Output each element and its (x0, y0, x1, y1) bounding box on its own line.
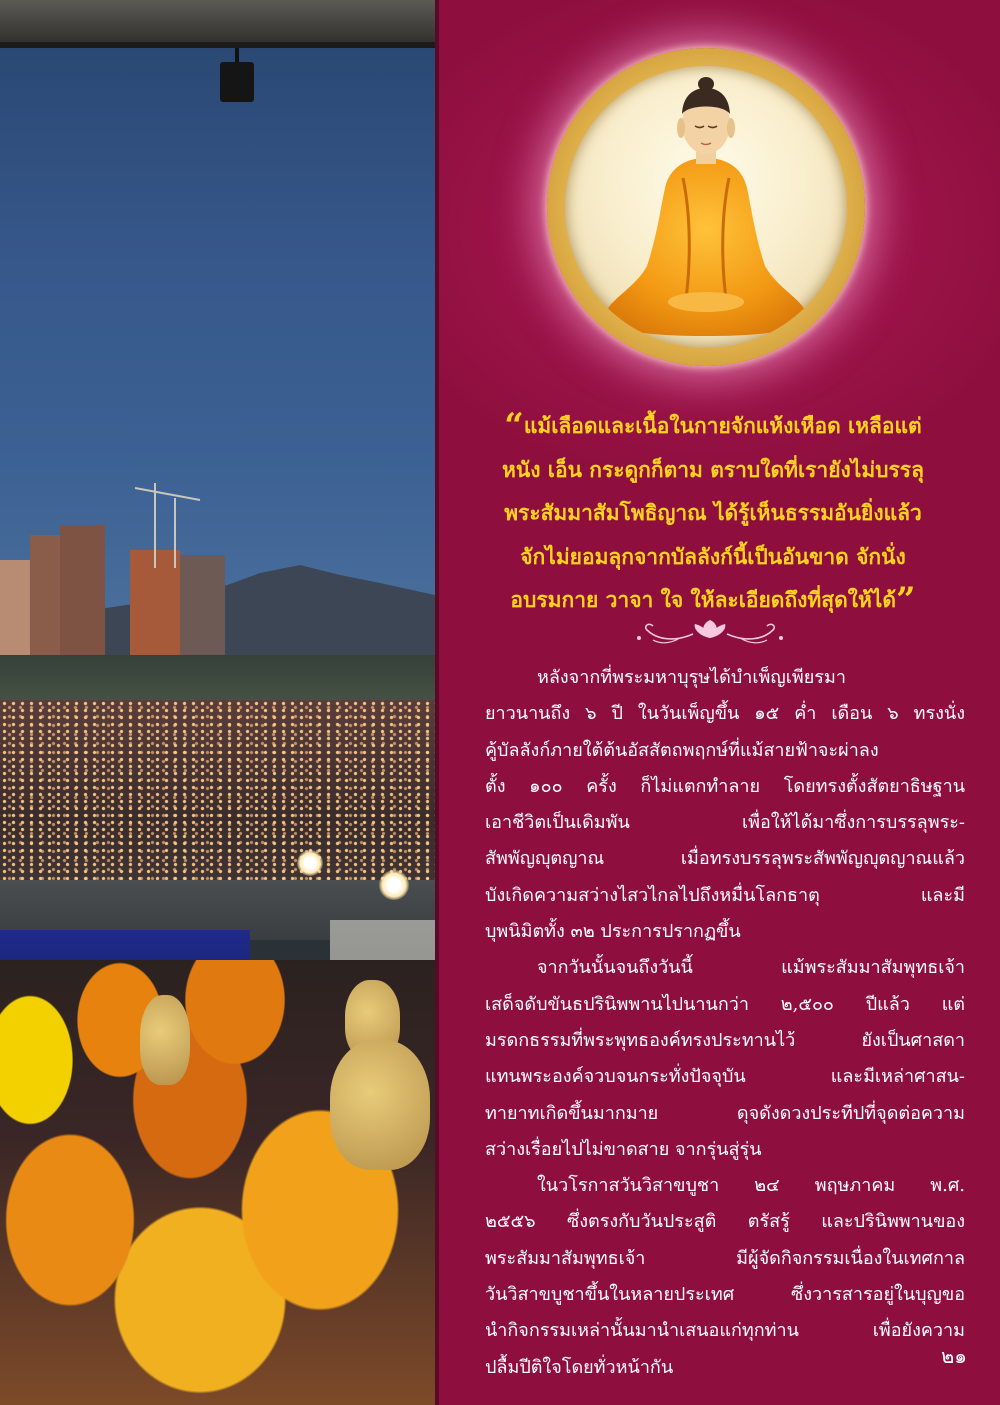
body-line: จากวันนั้นจนถึงวันนี้ แม้พระสัมมาสัมพุทธเจ้า (537, 957, 965, 979)
construction-crane (130, 478, 210, 568)
body-line: ตั้ง ๑๐๐ ครั้ง ก็ไม่แตกทำลาย โดยทรงตั้งสัตยาธิษฐาน (485, 775, 965, 797)
buddha-medallion (547, 48, 865, 366)
body-line: บุพนิมิตทั้ง ๓๒ ประการปรากฏขึ้น (485, 921, 741, 943)
vesak-ceremony-photo (0, 0, 435, 1405)
body-line: แทนพระองค์จวบจนกระทั่งปัจจุบัน และมีเหล่าศาสน- (485, 1066, 965, 1088)
medallion-inner (565, 66, 847, 348)
monk-hat (140, 995, 190, 1085)
roof-beam (0, 0, 435, 48)
page-number: ๒๑ (941, 1344, 967, 1368)
quote-text: แม้เลือดและเนื้อในกายจักแห้งเหือด เหลือแต่ (523, 413, 922, 438)
hanging-lamp (220, 48, 254, 104)
body-line: หลังจากที่พระมหาบุรุษได้บำเพ็ญเพียรมา (537, 667, 846, 688)
open-quote-mark: “ (504, 406, 524, 446)
body-line: มรดกธรรมที่พระพุทธองค์ทรงประทานไว้ ยังเป็นศาสดา (485, 1029, 965, 1051)
quote-line-2: หนัง เอ็น กระดูกก็ตาม ตราบใดที่เรายังไม่บรรลุ (502, 456, 924, 482)
apartment-building (0, 560, 30, 655)
body-line: วันวิสาขบูชาขึ้นในหลายประเทศ ซึ่งวารสารอยู่ในบุญขอ (485, 1284, 965, 1306)
meditating-buddha-icon (565, 66, 847, 348)
article-body (485, 660, 965, 1386)
body-line: คู้บัลลังก์ภายใต้ต้นอัสสัตถพฤกษ์ที่แม้สายฟ้าจะผ่าลง (485, 739, 879, 761)
body-line: ทายาทเกิดขึ้นมากมาย ดุจดังดวงประทีปที่จุดต่อความ (485, 1102, 965, 1124)
quote-line-3: พระสัมมาสัมโพธิญาณ ได้รู้เห็นธรรมอันยิ่งแล้ว (504, 500, 922, 526)
floodlight (379, 870, 409, 900)
apartment-building (180, 555, 225, 655)
buddha-vow-quote (463, 404, 963, 622)
quote-line-1 (463, 404, 963, 448)
candle-crowd (0, 700, 435, 900)
body-line: เอาชีวิตเป็นเดิมพัน เพื่อให้ได้มาซึ่งการบรรลุพระ- (485, 812, 965, 834)
apartment-building (60, 525, 105, 655)
body-line: สัพพัญญุตญาณ เมื่อทรงบรรลุพระสัพพัญญุตญาณแล้ว (485, 848, 965, 870)
body-line: สว่างเรื่อยไปไม่ขาดสาย จากรุ่นสู่รุ่น (485, 1138, 762, 1160)
body-line: ๒๕๕๖ ซึ่งตรงกับวันประสูติ ตรัสรู้ และปรินิพพานของ (485, 1211, 965, 1233)
quote-line-4: จักไม่ยอมลุกจากบัลลังก์นี้เป็นอันขาด จักนั่ง (520, 543, 906, 569)
body-line: ในวโรกาสวันวิสาขบูชา ๒๔ พฤษภาคม พ.ศ. (537, 1175, 965, 1197)
body-line: พระสัมมาสัมพุทธเจ้า มีผู้จัดกิจกรรมเนื่องในเทศกาล (485, 1247, 965, 1269)
monk-hat (330, 1040, 430, 1170)
body-line: ปลื้มปีติใจโดยทั่วหน้ากัน (485, 1356, 674, 1378)
body-line: เสด็จดับขันธปรินิพพานไปนานกว่า ๒,๕๐๐ ปีแล้ว แต่ (485, 993, 965, 1015)
body-line: นำกิจกรรมเหล่านั้นมานำเสนอแก่ทุกท่าน เพื่อยังความ (485, 1320, 965, 1342)
close-quote-mark: ” (896, 580, 916, 621)
lotus-divider-icon (635, 616, 785, 646)
body-line: บังเกิดความสว่างไสวไกลไปถึงหมื่นโลกธาตุ และมี (485, 884, 965, 906)
body-line: ยาวนานถึง ๖ ปี ในวันเพ็ญขึ้น ๑๕ ค่ำ เดือน ๖ ทรงนั่ง (485, 703, 965, 725)
text-panel (439, 0, 1000, 1405)
quote-text: อบรมกาย วาจา ใจ ให้ละเอียดถึงที่สุดให้ได้ (510, 587, 897, 613)
floodlight (297, 850, 323, 876)
